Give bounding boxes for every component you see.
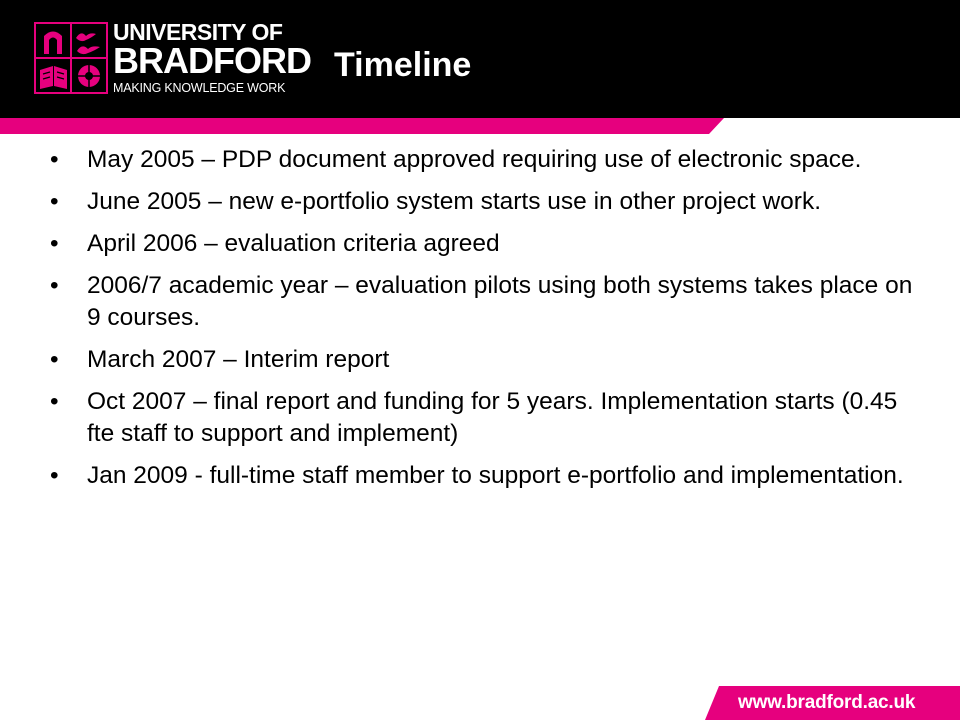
timeline-item: • March 2007 – Interim report: [50, 344, 930, 376]
slide-title: Timeline: [334, 46, 472, 84]
wordmark-line2: BRADFORD: [113, 40, 311, 81]
timeline-list: [50, 134, 930, 492]
timeline-item: • April 2006 – evaluation criteria agreed: [50, 228, 930, 260]
timeline-item: • June 2005 – new e-portfolio system starts use in other project work.: [50, 186, 930, 218]
university-wordmark: [113, 20, 311, 96]
wordmark-tagline: MAKING KNOWLEDGE WORK: [113, 81, 286, 95]
timeline-item: • Jan 2009 - full-time staff member to support e-portfolio and implementation.: [50, 460, 930, 492]
slide-header: [0, 0, 960, 118]
wordmark-line1: UNIVERSITY OF: [113, 19, 283, 45]
university-crest-logo: [34, 22, 108, 94]
timeline-item: • Oct 2007 – final report and funding for 5 years. Implementation starts (0.45 fte staff to support and implement): [50, 386, 930, 450]
timeline-item: • May 2005 – PDP document approved requiring use of electronic space.: [50, 144, 930, 176]
website-url[interactable]: www.bradford.ac.uk: [738, 692, 916, 713]
timeline-item: • 2006/7 academic year – evaluation pilots using both systems takes place on 9 courses.: [50, 270, 930, 334]
header-accent-strip: [0, 118, 960, 134]
